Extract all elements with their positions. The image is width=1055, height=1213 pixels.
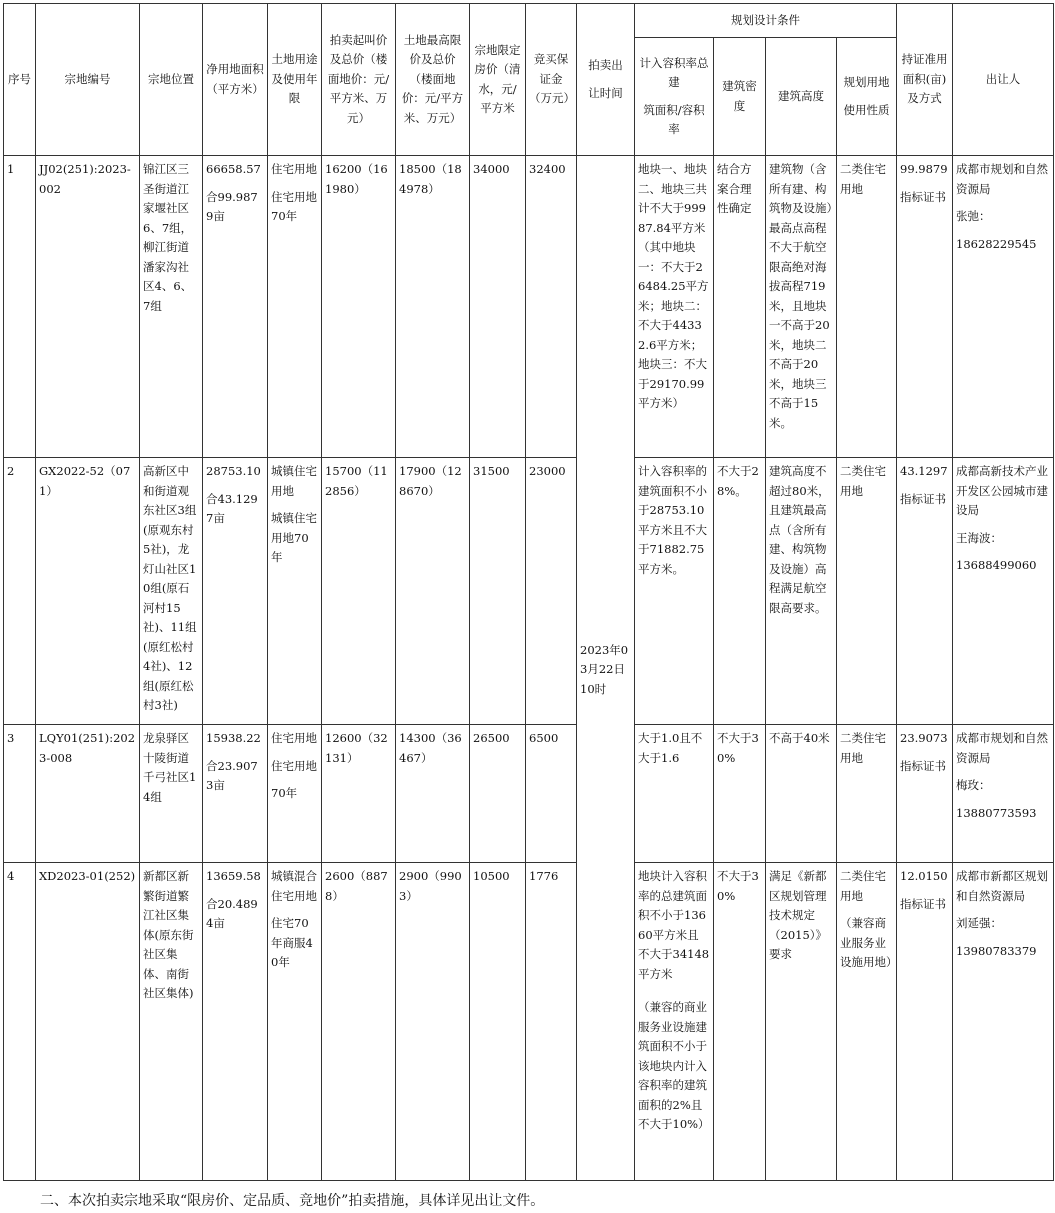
spacer — [580, 76, 631, 84]
cell-parcel-no: JJ02(251):2023-002 — [36, 156, 140, 458]
header-landuse-line1: 规划用地 — [843, 75, 890, 89]
cell-grantor — [953, 156, 1054, 458]
header-house-price: 宗地限定房价（清水，元/平方米 — [470, 4, 526, 156]
header-net-area: 净用地面积（平方米） — [203, 4, 268, 156]
cell-area-mu: 合20.4894亩 — [206, 896, 258, 930]
cell-grantor-org: 成都高新技术产业开发区公园城市建设局 — [956, 464, 1048, 517]
header-cert-line3: 及方式 — [907, 91, 942, 106]
spacer — [271, 776, 318, 784]
spacer — [206, 749, 264, 757]
cell-net-area — [203, 863, 268, 1181]
cell-landuse-main: 二类住宅用地 — [840, 464, 886, 498]
cell-use-type: 住宅用地 — [271, 162, 317, 176]
header-height: 建筑高度 — [766, 38, 837, 156]
spacer — [956, 796, 1050, 804]
cell-max-price: 14300（36467） — [396, 725, 470, 863]
cell-cert-area: 43.1297 — [900, 464, 948, 478]
cell-far — [635, 725, 714, 863]
spacer — [840, 93, 893, 101]
cell-landuse-main: 二类住宅用地 — [840, 162, 886, 196]
cell-use-type: 住宅用地 — [271, 731, 317, 745]
cell-use-term: 住宅用地70年 — [271, 189, 317, 223]
cell-landuse-main: 二类住宅用地 — [840, 731, 886, 765]
spacer — [956, 934, 1050, 942]
spacer — [956, 768, 1050, 776]
spacer — [206, 482, 264, 490]
cell-use-term: 城镇住宅用地70年 — [271, 511, 317, 564]
header-max-price: 土地最高限价及总价（楼面地价：元/平方米、万元） — [396, 4, 470, 156]
header-far — [635, 38, 714, 156]
cell-grantor-phone: 18628229545 — [956, 236, 1037, 251]
cell-use-years — [268, 725, 322, 863]
header-cert-line1: 持证准用 — [901, 52, 948, 67]
cell-far-main: 计入容积率的建筑面积不小于28753.10平方米且不大于71882.75平方米。 — [638, 464, 707, 576]
header-landuse — [837, 38, 897, 156]
table-row — [4, 458, 1054, 725]
header-far-line1: 计入容积率总建 — [639, 55, 709, 89]
cell-seq: 2 — [4, 458, 36, 725]
cell-far — [635, 458, 714, 725]
cell-far-main: 大于1.0且不大于1.6 — [638, 731, 703, 765]
cell-location: 新都区新繁街道繁江社区集体(原东街社区集体、南街社区集体) — [140, 863, 203, 1181]
cell-deposit: 1776 — [526, 863, 577, 1181]
cell-house-price: 31500 — [470, 458, 526, 725]
cell-use-term-extra: 70年 — [271, 786, 298, 800]
table-header — [4, 4, 1054, 156]
cell-start-price: 12600（32131） — [322, 725, 396, 863]
cell-grantor-contact: 刘延强： — [956, 916, 1002, 930]
spacer — [206, 180, 264, 188]
cell-use-years — [268, 458, 322, 725]
cell-parcel-no: LQY01(251):2023-008 — [36, 725, 140, 863]
cell-net-area — [203, 458, 268, 725]
spacer — [956, 521, 1050, 529]
spacer — [956, 548, 1050, 556]
cell-deposit: 23000 — [526, 458, 577, 725]
header-grantor: 出让人 — [953, 4, 1054, 156]
cell-location: 龙泉驿区十陵街道千弓社区14组 — [140, 725, 203, 863]
cell-landuse-main: 二类住宅用地 — [840, 869, 886, 903]
cell-location: 锦江区三圣街道江家堰社区6、7组，柳江街道潘家沟社区4、6、7组 — [140, 156, 203, 458]
header-auction-time — [577, 4, 635, 156]
cell-landuse — [837, 156, 897, 458]
cell-use-term: 住宅70年商服40年 — [271, 916, 313, 969]
cell-far-main: 地块一、地块二、地块三共计不大于99987.84平方米（其中地块一：不大于26484.25平方米；地块二：不大于44332.6平方米；地块三：不大于29170.99平方米） — [638, 162, 709, 410]
cell-far-note: （兼容的商业服务业设施建筑面积不小于该地块内计入容积率的建筑面积的2%且不大于10%） — [638, 1000, 710, 1131]
header-cert — [897, 4, 953, 156]
cell-grantor-phone: 13980783379 — [956, 943, 1037, 958]
header-use-years: 土地用途及使用年限 — [268, 4, 322, 156]
cell-cert-method: 指标证书 — [900, 896, 946, 911]
cell-use-years — [268, 156, 322, 458]
spacer — [271, 180, 318, 188]
spacer — [206, 887, 264, 895]
cell-cert-method: 指标证书 — [900, 491, 946, 506]
spacer — [638, 93, 710, 101]
header-start-price: 拍卖起叫价及总价（楼面地价：元/平方米、万元） — [322, 4, 396, 156]
spacer — [271, 501, 318, 509]
cell-grantor-org: 成都市规划和自然资源局 — [956, 162, 1048, 196]
cell-start-price: 16200（161980） — [322, 156, 396, 458]
cell-seq: 1 — [4, 156, 36, 458]
cell-net-area — [203, 725, 268, 863]
cell-grantor-org: 成都市规划和自然资源局 — [956, 731, 1048, 765]
cell-parcel-no: GX2022-52（071） — [36, 458, 140, 725]
spacer — [956, 227, 1050, 235]
cell-far — [635, 863, 714, 1181]
header-deposit: 竞买保证金（万元） — [526, 4, 577, 156]
cell-height: 不高于40米 — [766, 725, 837, 863]
cell-height: 建筑物（含所有建、构筑物及设施）最高点高程不大于航空限高绝对海拔高程719米，且地块一不高于20米，地块二不高于20米，地块三不高于15米。 — [766, 156, 837, 458]
cell-area-mu: 合99.9879亩 — [206, 189, 258, 223]
cell-density: 结合方案合理性确定 — [714, 156, 766, 458]
cell-landuse — [837, 458, 897, 725]
cell-deposit: 6500 — [526, 725, 577, 863]
cell-max-price: 18500（184978） — [396, 156, 470, 458]
cell-cert — [897, 458, 953, 725]
spacer — [900, 482, 949, 490]
cell-grantor-contact: 梅玫： — [956, 778, 991, 792]
table-body — [4, 156, 1054, 1181]
header-landuse-line2: 使用性质 — [843, 102, 890, 117]
cell-cert-method: 指标证书 — [900, 189, 946, 204]
cell-use-type: 城镇住宅用地 — [271, 464, 317, 498]
header-cert-line2: 面积(亩) — [902, 71, 947, 86]
spacer — [956, 906, 1050, 914]
cell-density: 不大于30% — [714, 863, 766, 1181]
cell-use-years — [268, 863, 322, 1181]
cell-location: 高新区中和街道观东社区3组(原观东村5社)，龙灯山社区10组(原石河村15社)、11组(原红松村4社)、12组(原红松村3社) — [140, 458, 203, 725]
cell-house-price: 26500 — [470, 725, 526, 863]
spacer — [900, 749, 949, 757]
cell-grantor-org: 成都市新都区规划和自然资源局 — [956, 869, 1048, 903]
header-location: 宗地位置 — [140, 4, 203, 156]
cell-deposit: 32400 — [526, 156, 577, 458]
cell-max-price: 17900（128670） — [396, 458, 470, 725]
cell-landuse-note: （兼容商业服务业设施用地） — [840, 916, 898, 969]
cell-grantor — [953, 863, 1054, 1181]
spacer — [900, 887, 949, 895]
footnote: 二、本次拍卖宗地采取“限房价、定品质、竞地价”拍卖措施，具体详见出让文件。 — [40, 1193, 545, 1209]
cell-parcel-no: XD2023-01(252) — [36, 863, 140, 1181]
cell-cert-area: 12.0150 — [900, 869, 948, 883]
cell-start-price: 2600（8878） — [322, 863, 396, 1181]
cell-height: 满足《新都区规划管理技术规定（2015）》要求 — [766, 863, 837, 1181]
cell-landuse — [837, 725, 897, 863]
header-parcel-no: 宗地编号 — [36, 4, 140, 156]
cell-cert — [897, 156, 953, 458]
cell-cert — [897, 863, 953, 1181]
cell-far — [635, 156, 714, 458]
cell-cert-area: 99.9879 — [900, 162, 948, 176]
cell-grantor-contact: 张弛： — [956, 209, 991, 223]
cell-grantor-phone: 13688499060 — [956, 558, 1037, 572]
header-auction-time-line2: 让时间 — [588, 85, 623, 100]
cell-use-type: 城镇混合住宅用地 — [271, 869, 317, 903]
cell-net-area — [203, 156, 268, 458]
cell-max-price: 2900（9903） — [396, 863, 470, 1181]
cell-house-price: 10500 — [470, 863, 526, 1181]
cell-cert-method: 指标证书 — [900, 758, 946, 773]
cell-density: 不大于30% — [714, 725, 766, 863]
cell-landuse — [837, 863, 897, 1181]
spacer — [271, 906, 318, 914]
cell-auction-time: 2023年03月22日10时 — [577, 156, 635, 1181]
table-row — [4, 156, 1054, 458]
header-density: 建筑密度 — [714, 38, 766, 156]
cell-height: 建筑高度不超过80米，且建筑最高点（含所有建、构筑物及设施）高程满足航空限高要求。 — [766, 458, 837, 725]
header-far-line2: 筑面积/容积率 — [643, 102, 705, 136]
cell-house-price: 34000 — [470, 156, 526, 458]
cell-area-sqm: 13659.58 — [206, 869, 261, 883]
cell-cert — [897, 725, 953, 863]
spacer — [271, 749, 318, 757]
cell-area-sqm: 66658.57 — [206, 162, 261, 176]
spacer — [840, 906, 893, 914]
cell-grantor-phone: 13880773593 — [956, 805, 1037, 820]
cell-area-mu: 合43.1297亩 — [206, 491, 258, 525]
header-seq: 序号 — [4, 4, 36, 156]
cell-start-price: 15700（112856） — [322, 458, 396, 725]
spacer — [956, 199, 1050, 207]
spacer — [900, 180, 949, 188]
cell-density: 不大于28%。 — [714, 458, 766, 725]
cell-cert-area: 23.9073 — [900, 731, 948, 745]
cell-use-term: 住宅用地 — [271, 758, 317, 773]
cell-seq: 3 — [4, 725, 36, 863]
cell-grantor-contact: 王海波： — [956, 530, 1002, 545]
header-planning-group: 规划设计条件 — [635, 4, 897, 38]
cell-area-mu: 合23.9073亩 — [206, 758, 258, 792]
cell-area-sqm: 28753.10 — [206, 464, 261, 478]
cell-grantor — [953, 725, 1054, 863]
cell-seq: 4 — [4, 863, 36, 1181]
cell-area-sqm: 15938.22 — [206, 731, 261, 745]
land-auction-table — [3, 3, 1054, 1181]
header-auction-time-line1: 拍卖出 — [588, 58, 623, 72]
spacer — [638, 984, 710, 998]
table-row — [4, 863, 1054, 1181]
cell-far-main: 地块计入容积率的总建筑面积不小于13660平方米且不大于34148平方米 — [638, 869, 710, 981]
table-row — [4, 725, 1054, 863]
cell-grantor — [953, 458, 1054, 725]
